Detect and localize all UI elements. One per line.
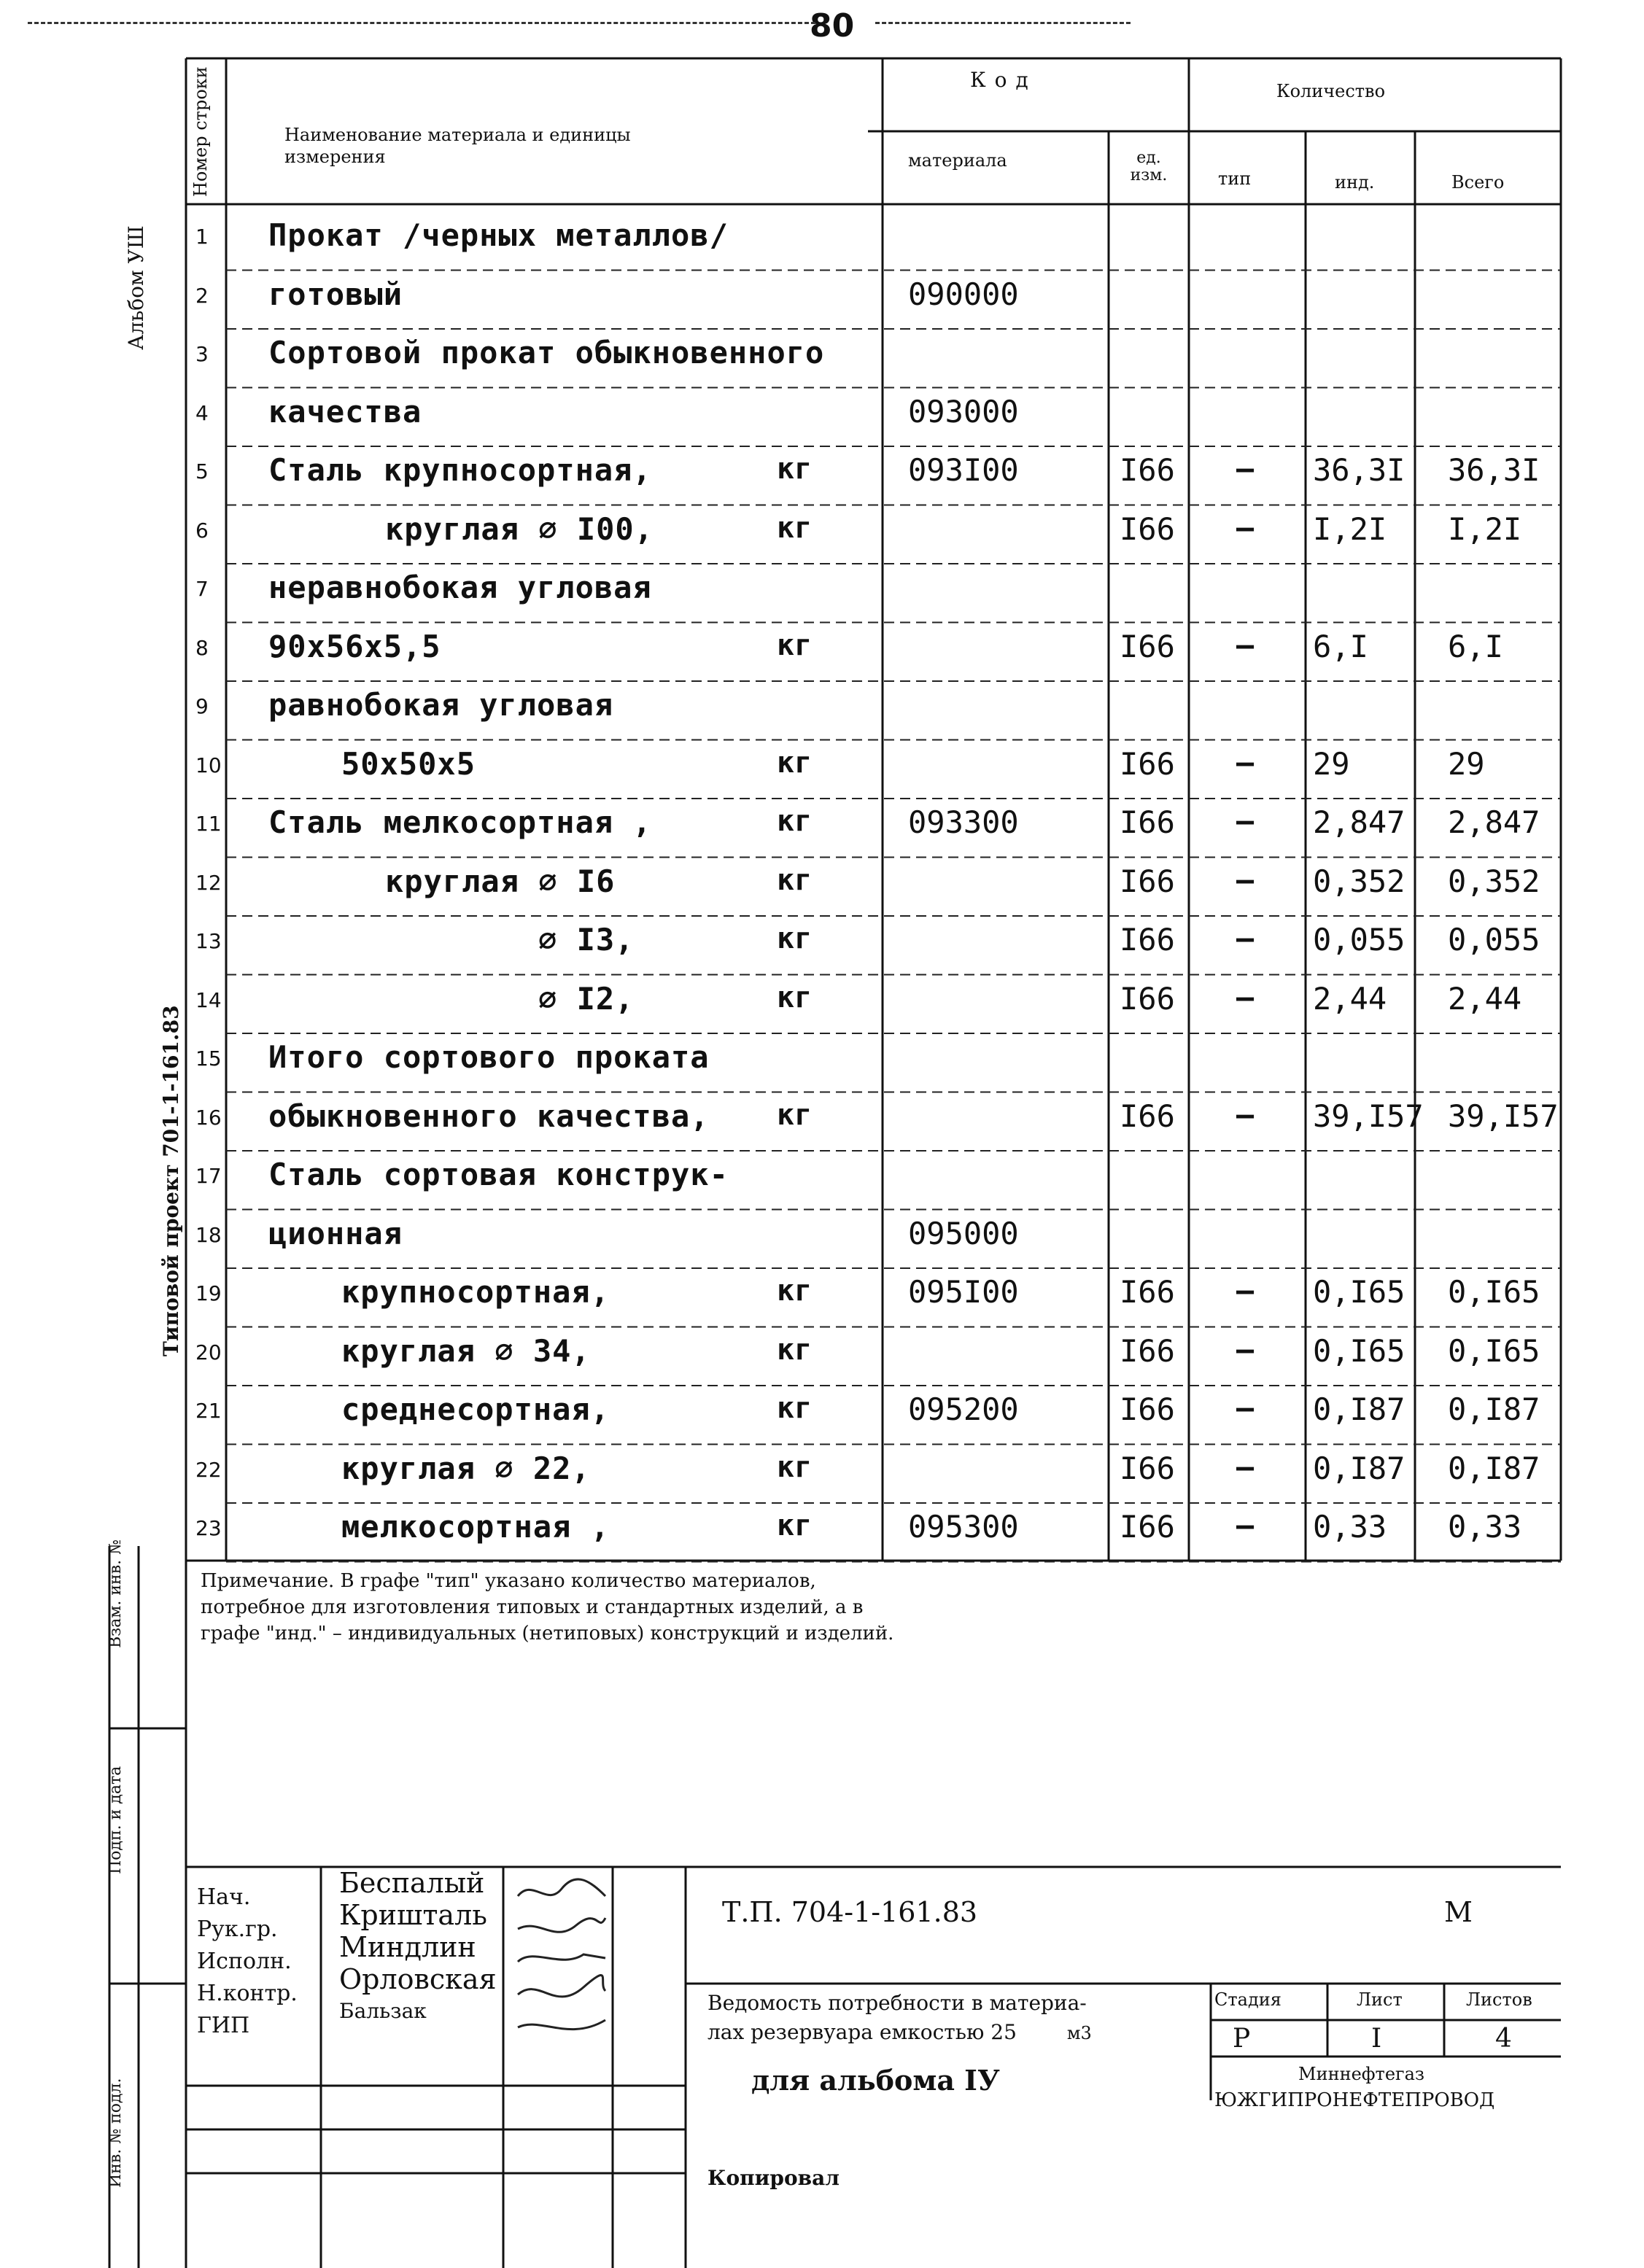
row-unit: кг [777, 1098, 813, 1132]
row-type: – [1236, 745, 1255, 780]
row-name: круглая ∅ 34, [341, 1332, 591, 1369]
row-ind: 0,33 [1313, 1509, 1387, 1545]
row-number: 13 [195, 929, 222, 953]
row-type: – [1236, 1509, 1255, 1542]
sheet-value: I [1371, 2024, 1382, 2054]
row-name: качества [268, 393, 422, 430]
left-stamp-1: Взам. инв. № [106, 1539, 125, 1648]
row-type: – [1236, 1450, 1255, 1484]
row-unit-code: I66 [1120, 804, 1175, 840]
row-unit: кг [777, 452, 813, 486]
row-code: 095200 [908, 1391, 1019, 1427]
row-name: Сортовой прокат обыкновенного [268, 335, 825, 370]
row-number: 12 [195, 870, 222, 895]
row-total: 0,I65 [1448, 1274, 1540, 1310]
row-number: 14 [195, 987, 222, 1012]
row-name: Итого сортового проката [268, 1039, 710, 1075]
row-number: 3 [195, 342, 209, 366]
header-unit: ед. изм. [1130, 149, 1168, 185]
row-number: 20 [195, 1340, 222, 1364]
role-1: Нач. [197, 1884, 251, 1910]
stamp-roles [197, 1881, 298, 2042]
row-number: 4 [195, 400, 209, 425]
name-3: Миндлин [339, 1931, 476, 1963]
role-4: Н.контр. [197, 1981, 298, 2006]
row-code: 090000 [908, 276, 1019, 312]
row-ind: 0,I65 [1313, 1332, 1405, 1369]
row-ind: 2,847 [1313, 804, 1405, 840]
side-project-label: Типовой проект 701-1-161.83 [159, 1005, 183, 1356]
row-code: 095300 [908, 1509, 1019, 1545]
row-unit: кг [777, 745, 813, 780]
row-unit: кг [777, 1509, 813, 1542]
header-row-number: Номер строки [190, 66, 211, 197]
row-name: круглая ∅ I00, [385, 510, 654, 547]
row-number: 23 [195, 1516, 222, 1540]
row-name: Сталь мелкосортная , [268, 804, 652, 840]
row-name: Сталь крупносортная, [268, 452, 652, 488]
header-name: Наименование материала и единицы измерения [284, 125, 631, 167]
row-total: 39,I57 [1448, 1098, 1559, 1134]
row-name: готовый [268, 276, 403, 312]
row-total: I,2I [1448, 510, 1522, 547]
row-name: Сталь сортовая конструк- [268, 1157, 729, 1192]
note-text: Примечание. В графе "тип" указано количество материалов, потребное для изготовления типовых и стандартных изделий, а в графе "инд." – индивидуальных (нетиповых) конструкций и изделий. [201, 1570, 894, 1644]
org-line-1: Миннефтегаз [1298, 2064, 1425, 2084]
row-code: 093000 [908, 393, 1019, 430]
row-unit-code: I66 [1120, 628, 1175, 664]
row-number: 6 [195, 518, 209, 543]
side-album-label: Альбом УШ [124, 225, 148, 350]
row-number: 2 [195, 283, 209, 308]
doc-title-1: Ведомость потребности в материа- [707, 1991, 1087, 2015]
name-1: Беспалый [339, 1867, 485, 1899]
row-number: 22 [195, 1457, 222, 1482]
org-line-2: ЮЖГИПРОНЕФТЕПРОВОД [1214, 2089, 1495, 2111]
row-number: 15 [195, 1046, 222, 1071]
left-stamp-2: Подп. и дата [106, 1766, 125, 1874]
row-unit-code: I66 [1120, 510, 1175, 547]
row-unit-code: I66 [1120, 1274, 1175, 1310]
row-name: мелкосортная , [341, 1509, 610, 1545]
copied-label: Копировал [707, 2166, 840, 2190]
row-unit: кг [777, 1332, 813, 1367]
row-name: обыкновенного качества, [268, 1098, 710, 1134]
row-total: 6,I [1448, 628, 1503, 664]
row-ind: 39,I57 [1313, 1098, 1424, 1134]
row-name: 50x50x5 [341, 745, 476, 782]
row-type: – [1236, 1332, 1255, 1367]
row-ind: 29 [1313, 745, 1350, 782]
row-unit-code: I66 [1120, 1332, 1175, 1369]
row-unit: кг [777, 1391, 813, 1425]
page-number: 80 [810, 7, 855, 44]
header-code: Код [970, 68, 1037, 92]
row-name: круглая ∅ I6 [385, 863, 616, 899]
row-ind: 0,352 [1313, 863, 1405, 899]
row-number: 17 [195, 1164, 222, 1188]
row-code: 093I00 [908, 452, 1019, 488]
row-unit: кг [777, 510, 813, 545]
row-name: 90x56x5,5 [268, 628, 441, 664]
row-ind: 2,44 [1313, 980, 1387, 1017]
row-total: 2,44 [1448, 980, 1522, 1017]
row-unit-code: I66 [1120, 1098, 1175, 1134]
row-name: круглая ∅ 22, [341, 1450, 591, 1486]
row-name: ционная [268, 1215, 403, 1251]
row-number: 5 [195, 459, 209, 483]
doc-title-3: для альбома IУ [751, 2064, 1000, 2097]
header-total: Всего [1451, 172, 1505, 193]
row-unit: кг [777, 980, 813, 1014]
row-unit-code: I66 [1120, 452, 1175, 488]
row-type: – [1236, 1274, 1255, 1308]
row-ind: 0,055 [1313, 922, 1405, 958]
row-number: 11 [195, 812, 222, 836]
row-type: – [1236, 628, 1255, 662]
name-4: Орловская [339, 1963, 497, 1995]
header-material: материала [908, 150, 1007, 171]
row-ind: 0,I65 [1313, 1274, 1405, 1310]
row-total: 0,352 [1448, 863, 1540, 899]
row-number: 10 [195, 753, 222, 777]
stamp-names [339, 1867, 497, 2027]
row-total: 0,I87 [1448, 1391, 1540, 1427]
row-number: 9 [195, 694, 209, 718]
row-name: Прокат /черных металлов/ [268, 217, 729, 253]
row-ind: 36,3I [1313, 452, 1405, 488]
row-unit: кг [777, 863, 813, 897]
row-total: 0,I65 [1448, 1332, 1540, 1369]
row-unit-code: I66 [1120, 1509, 1175, 1545]
row-total: 0,055 [1448, 922, 1540, 958]
sheets-value: 4 [1495, 2024, 1512, 2054]
stage-label: Стадия [1214, 1989, 1282, 2010]
row-ind: 6,I [1313, 628, 1368, 664]
signatures [511, 1874, 613, 2072]
row-type: – [1236, 804, 1255, 838]
row-total: 2,847 [1448, 804, 1540, 840]
row-ind: 0,I87 [1313, 1450, 1405, 1486]
row-number: 1 [195, 225, 209, 249]
row-code: 095000 [908, 1215, 1019, 1251]
row-unit-code: I66 [1120, 1391, 1175, 1427]
sheet-label: Лист [1357, 1989, 1403, 2010]
row-type: – [1236, 980, 1255, 1014]
row-unit-code: I66 [1120, 745, 1175, 782]
row-name: равнобокая угловая [268, 687, 614, 723]
row-unit: кг [777, 1274, 813, 1308]
row-name: среднесортная, [341, 1391, 610, 1427]
row-number: 21 [195, 1399, 222, 1423]
row-unit-code: I66 [1120, 922, 1175, 958]
row-unit: кг [777, 922, 813, 955]
row-number: 19 [195, 1281, 222, 1305]
doc-title-unit: м3 [1066, 2023, 1092, 2043]
row-unit: кг [777, 1450, 813, 1484]
row-name: ∅ I3, [538, 922, 635, 958]
doc-title-2 [707, 2020, 1092, 2044]
row-total: 0,I87 [1448, 1450, 1540, 1486]
row-code: 095I00 [908, 1274, 1019, 1310]
row-type: – [1236, 1391, 1255, 1425]
row-ind: I,2I [1313, 510, 1387, 547]
row-total: 36,3I [1448, 452, 1540, 488]
role-2: Рук.гр. [197, 1916, 278, 1942]
row-code: 093300 [908, 804, 1019, 840]
sheet-mark: М [1444, 1896, 1473, 1928]
row-type: – [1236, 510, 1255, 545]
signature-scribbles [511, 1874, 613, 2064]
row-number: 16 [195, 1105, 222, 1130]
row-unit: кг [777, 804, 813, 838]
row-ind: 0,I87 [1313, 1391, 1405, 1427]
row-total: 0,33 [1448, 1509, 1522, 1545]
sheets-label: Листов [1466, 1989, 1532, 2010]
role-3: Исполн. [197, 1949, 292, 1974]
row-type: – [1236, 863, 1255, 897]
row-number: 7 [195, 577, 209, 601]
header-ind: инд. [1335, 172, 1375, 193]
row-number: 8 [195, 635, 209, 660]
name-2: Кришталь [339, 1899, 487, 1931]
row-type: – [1236, 1098, 1255, 1132]
stage-value: Р [1233, 2024, 1251, 2054]
name-5: Бальзак [339, 1999, 427, 2023]
row-unit-code: I66 [1120, 1450, 1175, 1486]
row-name: ∅ I2, [538, 980, 635, 1017]
role-5: ГИП [197, 2013, 250, 2038]
row-unit-code: I66 [1120, 980, 1175, 1017]
row-number: 18 [195, 1222, 222, 1247]
row-total: 29 [1448, 745, 1485, 782]
row-name: неравнобокая угловая [268, 570, 652, 605]
left-stamp-3: Инв. № подл. [106, 2078, 125, 2188]
row-name: крупносортная, [341, 1274, 610, 1310]
project-code: Т.П. 704-1-161.83 [722, 1896, 978, 1928]
header-quantity: Количество [1276, 81, 1386, 101]
row-type: – [1236, 452, 1255, 486]
header-type: тип [1218, 168, 1252, 189]
row-type: – [1236, 922, 1255, 955]
row-unit: кг [777, 628, 813, 662]
doc-title-2-text: лах резервуара емкостью 25 [707, 2020, 1017, 2044]
row-unit-code: I66 [1120, 863, 1175, 899]
